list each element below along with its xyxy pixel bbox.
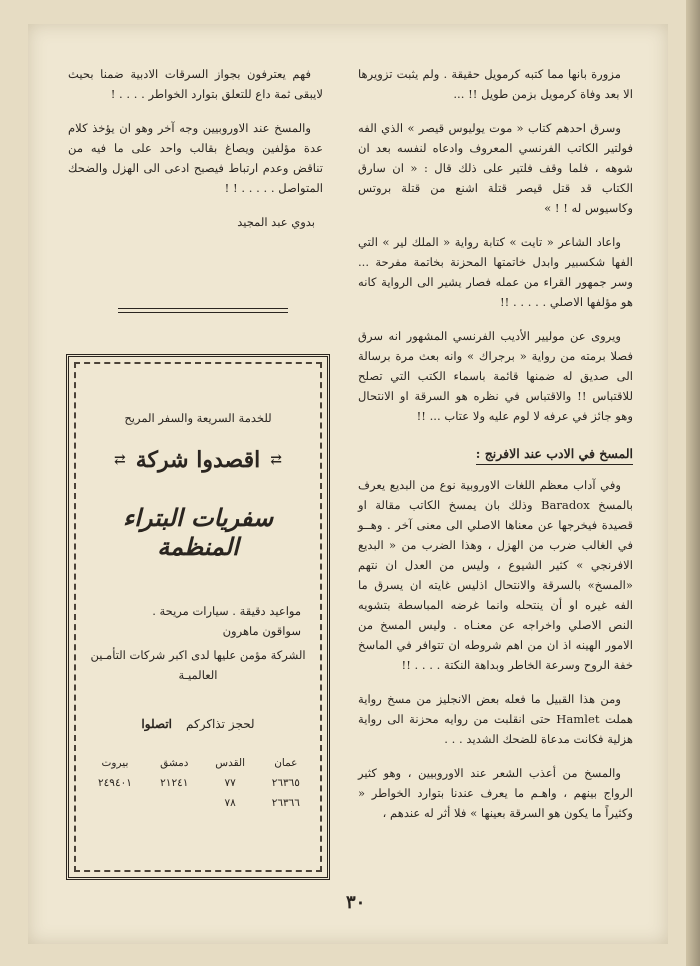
- phone-cell: [147, 793, 202, 813]
- phone-cell: ٢٦٣٦٦: [271, 797, 300, 809]
- phone-table: [83, 753, 313, 813]
- city-cell: بيروت: [101, 757, 129, 769]
- phones-row: [83, 773, 313, 793]
- phone-cell: ٢١٢٤١: [160, 777, 189, 789]
- page-number: ٣٠: [346, 892, 366, 913]
- ad-features: [83, 601, 313, 641]
- ad-headline-row: [83, 447, 313, 473]
- double-arrow-right-icon: ⇄: [270, 452, 282, 468]
- feature-line: سواقون ماهرون: [222, 624, 301, 638]
- phone-cell: ٢٦٣٦٥: [271, 777, 300, 789]
- phone-cell: ٧٨: [224, 797, 236, 809]
- city-cell: عمان: [274, 757, 298, 769]
- contact-label: اتصلوا: [141, 717, 172, 731]
- city-cell: القدس: [215, 757, 246, 769]
- ad-headline: اقصدوا شركة: [135, 447, 261, 473]
- cities-row: [83, 753, 313, 773]
- travel-advertisement: [66, 354, 330, 880]
- book-label: لحجز تذاكركم: [186, 717, 255, 731]
- double-arrow-left-icon: ⇄: [114, 452, 126, 468]
- paragraph: ومن هذا القبيل ما فعله بعض الانجليز من مسخ رواية هملت Hamlet حتى انقلبت من روايه محزنة الى رواية هزلية فكانت مدعاة للضحك الشديد . . .: [358, 692, 633, 746]
- company-name: سفريات البتراء المنظمة: [122, 503, 274, 561]
- separator-rule: [118, 308, 288, 313]
- section-heading: المسخ في الادب عند الافرنج :: [476, 444, 633, 465]
- paragraph: واعاد الشاعر « تايت » كتابة رواية « الملك لير » التي الفها شكسبير وابدل خاتمتها المحزنة بخاتمة مفرحة ... وسر جمهور القراء من عمله فصار يشير الى الرواية كانه هو مؤلفها الاصلي . . . . . !!: [358, 235, 633, 309]
- insurance-note: الشركة مؤمن عليها لدى اكبر شركات التأمـين العالميـة: [90, 648, 306, 682]
- right-column: [358, 64, 633, 837]
- phones-row: [83, 793, 313, 813]
- paragraph: وسرق احدهم كتاب « موت يوليوس قيصر » الذي الفه فولتير الكاتب الفرنسي المعروف وادعاه لنفسه بعد ان شوهه ، فلما وقف فلتير على ذلك قال : « ان سارق الكتاب قد قتل قيصر قتلة اشنع من قتلة بروتس وكاسيوس له ! ! »: [358, 121, 633, 215]
- feature-line: مواعيد دقيقة . سيارات مريحة .: [152, 604, 301, 618]
- magazine-page: [28, 24, 668, 944]
- ad-tagline: للخدمة السريعة والسفر المريح: [124, 411, 272, 425]
- paragraph: فهم يعترفون بجواز السرقات الادبية ضمنا بحيث لايبقى ثمة داع للتعلق بتوارد الخواطر . . . . !: [68, 67, 323, 101]
- book-spine: [686, 0, 700, 966]
- booking-line: [83, 717, 313, 731]
- paragraph: مزورة بانها مما كتبه كرمويل حقيقة . ولم يثبت تزويرها الا بعد وفاة كرمويل بزمن طويل !! ...: [358, 67, 633, 101]
- phone-cell: ٧٧: [224, 777, 236, 789]
- phone-cell: [83, 793, 147, 813]
- paragraph: وفي آداب معظم اللغات الاوروبية نوع من البديع يعرف بالمسخ Baradox وذلك بان يمسخ الكاتب مقالة او قصيدة فيخرجها عن معناها الاصلي الى معنى آخر . وهــو في الغالب ضرب من الهزل ، وهذا الضرب من « البديع الافرنجي » كثير الشيوع ، وليس من العدل ان نتهم «المسخ» بالسرقة والانتحال اذليس غايته ان يسرق ما الفه غيره او أن ينتحله وانما غرضه المباسطة بتشويه النص الاصلي واخراجه عن معنـاه . وليس المسخ من الامور الهينه اذ ان من اهم شروطه ان تتوافر في الماسخ خفة الروح وسرعة الخاطر وبداهة النكتة . . . . !!: [358, 478, 633, 672]
- city-cell: دمشق: [160, 757, 189, 769]
- author-signature: بدوي عبد المجيد: [237, 215, 315, 229]
- paragraph: والمسخ من أعذب الشعر عند الاوروبيين ، وهو كثير الرواج بينهم ، واهـم ما يعرف عندنا بتوارد الخواطر « وكثيراً ما يكون هو السرقة بعينها » فلا أثر له عندهم ،: [358, 766, 633, 820]
- left-column: [68, 64, 323, 232]
- paragraph: ويروى عن موليير الأديب الفرنسي المشهور انه سرق فصلا برمته من رواية « برجراك » وانه بعث مرة برسالة الى صديق له ضمنها قائمة باسماء الكتب التي تصلح للاقتباس !! والاقتباس في نظره هو السرقة او الانتحال وهو جائز في عرفه لا لوم عليه ولا عتاب ... !!: [358, 329, 633, 423]
- paragraph: والمسخ عند الاوروبيين وجه آخر وهو ان يؤخذ كلام عدة مؤلفين ويصاغ بقالب واحد على ما فيه من تناقض وعدم ارتباط فيصبح ادعى الى الهزل والضحك المتواصل . . . . . ! !: [68, 121, 323, 195]
- phone-cell: ٢٤٩٤٠١: [98, 777, 132, 789]
